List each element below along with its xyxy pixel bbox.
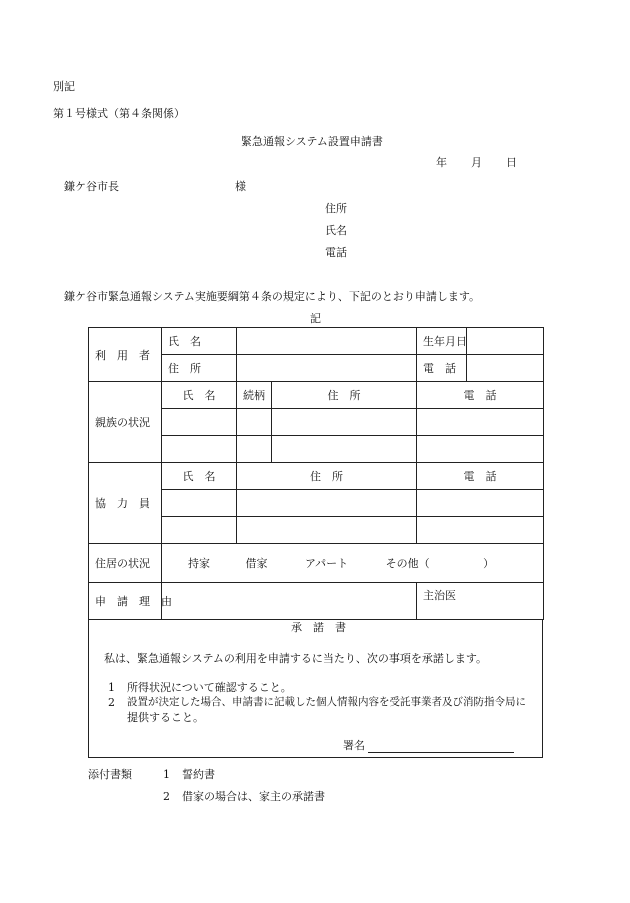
application-table [88,327,544,620]
date-year: 年 [436,156,447,169]
cooperators-address-header: 住 所 [237,463,417,490]
cooperators-phone-header: 電 話 [417,463,544,490]
applicant-phone-label: 電話 [325,246,347,259]
user-phone-label: 電 話 [417,355,467,382]
cooperator-address-field[interactable] [237,517,417,544]
residence-label: 住居の状況 [89,544,162,583]
attachment-2-num: 2 [163,790,170,803]
consent-item-1-num: 1 [108,681,115,694]
relative-name-field[interactable] [162,436,237,463]
consent-item-1-text: 所得状況について確認すること。 [127,681,292,694]
relative-phone-field[interactable] [417,436,544,463]
intro-text: 鎌ケ谷市緊急通報システム実施要綱第４条の規定により、下記のとおり申請します。 [64,290,481,303]
reason-row [89,583,544,620]
relative-relation-field[interactable] [237,436,272,463]
attachment-1-text: 誓約書 [182,768,215,781]
relative-address-field[interactable] [272,409,417,436]
user-label: 利 用 者 [89,328,162,382]
cooperator-name-field[interactable] [162,517,237,544]
cooperators-header-row [89,463,544,490]
residence-option-rent[interactable]: 借家 [245,557,268,570]
doctor-label: 主治医 [423,589,456,602]
relatives-label: 親族の状況 [89,382,162,463]
consent-item-2-text: 設置が決定した場合、申請書に記載した個人情報内容を受託事業者及び消防指令局に [127,696,526,708]
relative-relation-field[interactable] [237,409,272,436]
relatives-address-header: 住 所 [272,382,417,409]
residence-option-own[interactable]: 持家 [188,557,210,570]
cooperator-phone-field[interactable] [417,490,544,517]
cooperator-phone-field[interactable] [417,517,544,544]
applicant-name-label: 氏名 [325,224,347,237]
relative-phone-field[interactable] [417,409,544,436]
residence-option-apartment[interactable]: アパート [305,557,349,570]
user-birthdate-field[interactable] [467,328,544,355]
reason-field[interactable] [162,583,417,620]
addressee-honorific: 様 [235,180,246,193]
relatives-relation-header: 続柄 [237,382,272,409]
attachments-label: 添付書類 [88,768,132,781]
user-phone-field[interactable] [467,355,544,382]
user-name-field[interactable] [237,328,417,355]
attachment-2-text: 借家の場合は、家主の承諾書 [182,790,325,803]
addressee-name: 鎌ケ谷市長 [64,180,119,193]
user-birthdate-label: 生年月日 [417,328,467,355]
annex-label: 別記 [53,80,75,93]
relatives-header-row [89,382,544,409]
cooperators-label: 協 力 員 [89,463,162,544]
user-row-name [89,328,544,355]
signature-label: 署名 [343,739,365,752]
date-month: 月 [471,156,482,169]
doctor-cell[interactable] [417,583,544,620]
user-address-field[interactable] [237,355,417,382]
ki-label: 記 [310,312,321,325]
residence-option-other[interactable]: その他（ [385,557,430,570]
document-title: 緊急通報システム設置申請書 [241,135,383,148]
consent-body: 私は、緊急通報システムの利用を申請するに当たり、次の事項を承諾します。 [104,652,488,665]
relatives-name-header: 氏 名 [162,382,237,409]
consent-item-2-num: 2 [108,696,115,709]
signature-line[interactable] [368,752,514,753]
consent-title: 承 諾 書 [291,621,346,634]
cooperators-name-header: 氏 名 [162,463,237,490]
cooperator-address-field[interactable] [237,490,417,517]
user-name-label: 氏 名 [162,328,237,355]
relative-name-field[interactable] [162,409,237,436]
residence-option-close: ） [483,557,495,570]
residence-row [89,544,544,583]
user-address-label: 住 所 [162,355,237,382]
consent-item-2-text-cont: 提供すること。 [127,711,204,724]
reason-label: 申 請 理 由 [89,583,162,620]
date-day: 日 [506,156,517,169]
cooperator-name-field[interactable] [162,490,237,517]
attachment-1-num: 1 [163,768,170,781]
applicant-address-label: 住所 [325,202,347,215]
relative-address-field[interactable] [272,436,417,463]
relatives-phone-header: 電 話 [417,382,544,409]
form-number: 第１号様式（第４条関係） [53,107,185,120]
residence-options [162,544,544,583]
